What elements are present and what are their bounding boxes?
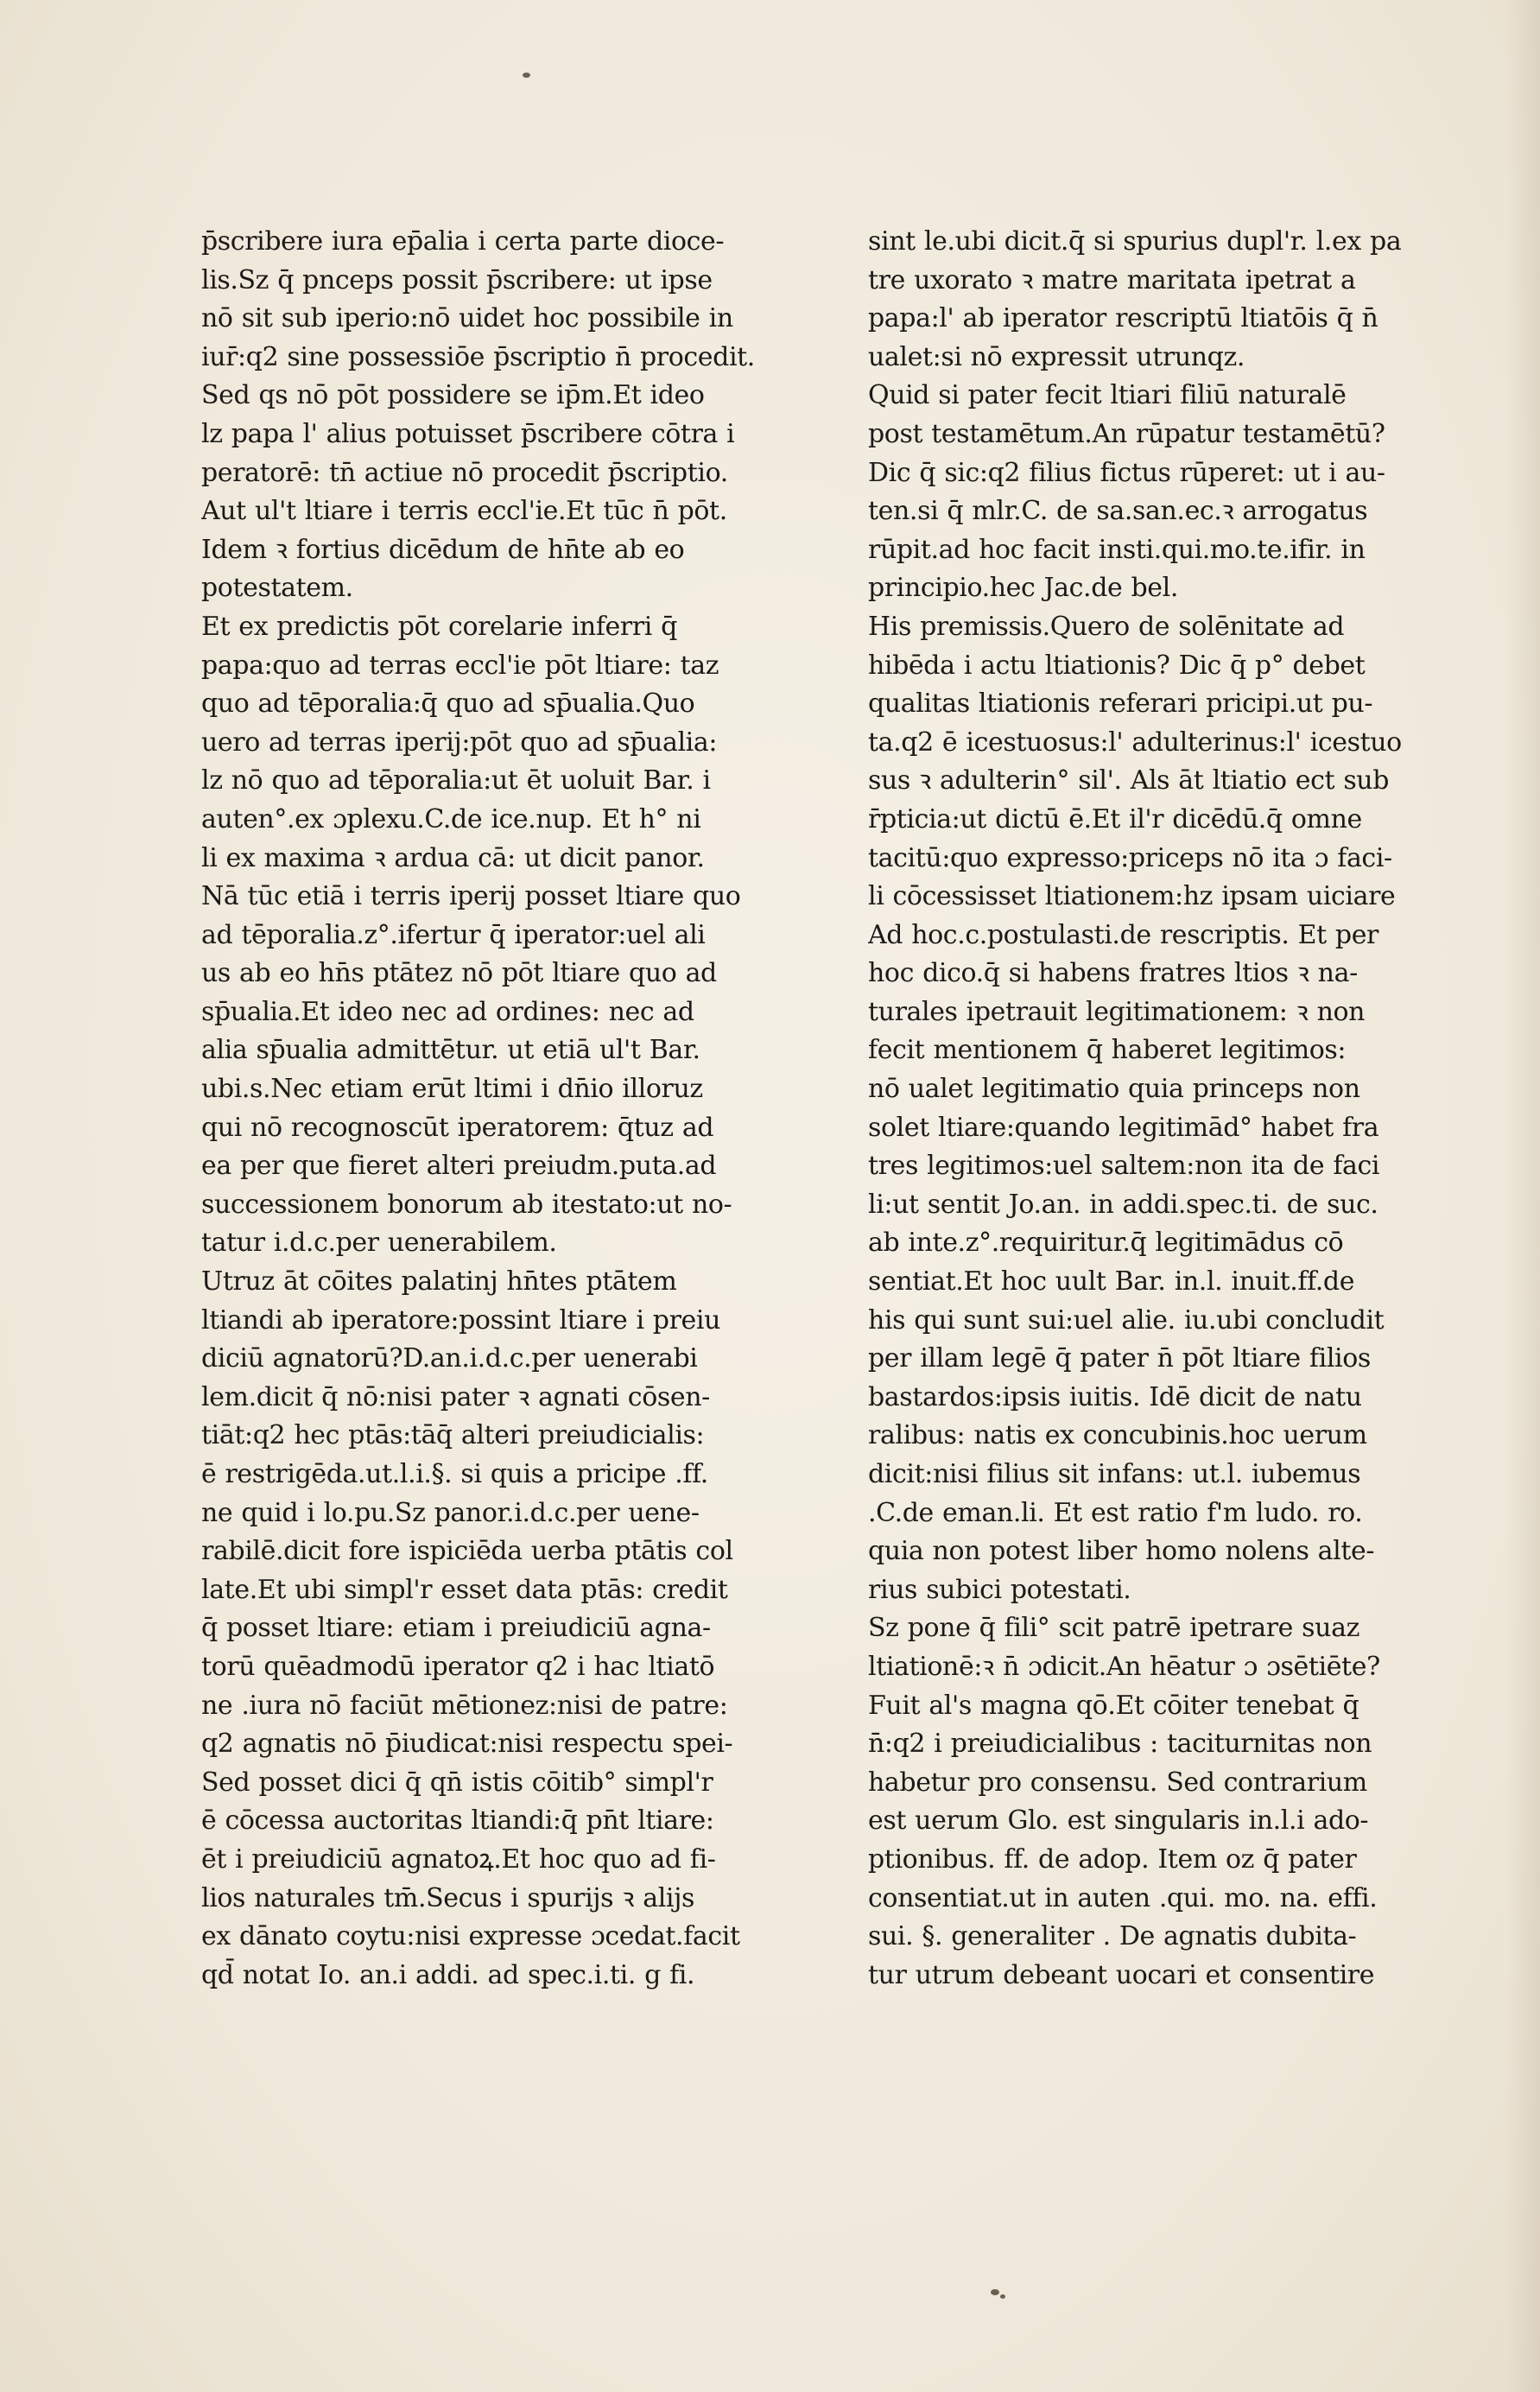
text-line: dicit:nisi filius sit infans: ut.l. iubemus [868, 1459, 1361, 1489]
text-line: lios naturales tm̄.Secus i spurijs ꝛ alijs [201, 1882, 695, 1913]
text-line: iur̄:q2 sine possessiōe p̄scriptio n̄ procedit. [201, 341, 755, 372]
text-line: peratorē: tn̄ actiue nō procedit p̄scriptio. [201, 457, 728, 488]
text-line: ad tēporalia.z°.ifertur q̄ iperator:uel ali [201, 919, 706, 950]
text-line: ptionibus. ff. de adop. Item oz q̄ pater [868, 1843, 1357, 1875]
text-line: us ab eo hn̄s ptātez nō pōt ltiare quo ad [201, 958, 717, 989]
text-line: rūpit.ad hoc facit insti.qui.mo.te.ifir. in [868, 534, 1366, 565]
text-line: Sed qs nō pōt possidere se ip̄m.Et ideo [201, 380, 705, 411]
text-line: q2 agnatis nō p̄iudicat:nisi respectu spei- [201, 1729, 733, 1760]
text-line: ltiandi ab iperatore:possint ltiare i preiu [201, 1304, 720, 1336]
ink-speck [523, 73, 530, 78]
text-line: ta.q2 ē icestuosus:l' adulterinus:l' icestuo [868, 726, 1402, 758]
text-line: principio.hec Jac.de bel. [868, 573, 1178, 604]
text-line: q̄ posset ltiare: etiam i preiudiciū agna- [201, 1613, 711, 1644]
text-line: ne quid i lo.pu.Sz panor.i.d.c.per uene- [201, 1497, 700, 1528]
ink-speck [991, 2289, 999, 2295]
text-line: sus ꝛ adulterin° sil'. Als āt ltiatio ect sub [868, 765, 1390, 796]
text-line: Fuit al's magna qō.Et cōiter tenebat q̄ [868, 1690, 1359, 1721]
text-line: ubi.s.Nec etiam erūt ltimi i dn̄io illoruz [201, 1074, 703, 1105]
text-line: ualet:si nō expressit utrunqz. [868, 341, 1245, 372]
text-line: ex dānato coytu:nisi expresse ɔcedat.facit [201, 1921, 740, 1952]
text-line: Utruz āt cōites palatinj hn̄tes ptātem [201, 1266, 677, 1298]
text-line: ea per que fieret alteri preiudm.puta.ad [201, 1151, 717, 1182]
text-line: ltiationē:ꝛ n̄ ɔdicit.An hēatur ɔ ɔsētiēte? [868, 1651, 1380, 1682]
text-line: torū quēadmodū iperator q2 i hac ltiatō [201, 1651, 715, 1682]
right-text-column [868, 223, 1490, 1995]
text-line: Aut ul't ltiare i terris eccl'ie.Et tūc n̄ pōt. [201, 496, 727, 527]
text-line: uero ad terras iperij:pōt quo ad sp̄ualia: [201, 726, 718, 758]
text-line: lz nō quo ad tēporalia:ut ēt uoluit Bar. i [201, 765, 711, 796]
text-line: potestatem. [201, 573, 353, 604]
text-line: nō ualet legitimatio quia princeps non [868, 1074, 1360, 1105]
text-line: tacitū:quo expresso:priceps nō ita ɔ faci- [868, 842, 1392, 873]
text-line: sint le.ubi dicit.q̄ si spurius dupl'r. l.ex pa [868, 226, 1402, 257]
text-line: Quid si pater fecit ltiari filiū naturalē [868, 380, 1347, 411]
text-line: qd̄ notat Io. an.i addi. ad spec.i.ti. g fi. [201, 1959, 695, 1990]
text-line: bastardos:ipsis iuitis. Idē dicit de natu [868, 1381, 1362, 1412]
text-line: sentiat.Et hoc uult Bar. in.l. inuit.ff.de [868, 1266, 1355, 1298]
text-line: tiāt:q2 hec ptās:tāq̄ alteri preiudicialis: [201, 1420, 705, 1451]
text-line: quo ad tēporalia:q̄ quo ad sp̄ualia.Quo [201, 688, 695, 720]
text-line: ten.si q̄ mlr.C. de sa.san.ec.ꝛ arrogatus [868, 496, 1368, 527]
text-line: ralibus: natis ex concubinis.hoc uerum [868, 1420, 1367, 1451]
text-line: Ad hoc.c.postulasti.de rescriptis. Et per [868, 919, 1378, 950]
text-line: diciū agnatorū?D.an.i.d.c.per uenerabi [201, 1343, 698, 1374]
text-line: Idem ꝛ fortius dicēdum de hn̄te ab eo [201, 534, 685, 565]
text-line: post testamētum.An rūpatur testamētū? [868, 418, 1385, 449]
text-line: est uerum Glo. est singularis in.l.i ado- [868, 1805, 1369, 1837]
ink-speck [1000, 2294, 1005, 2299]
text-line: alia sp̄ualia admittētur. ut etiā ul't Bar. [201, 1035, 700, 1066]
text-line: tres legitimos:uel saltem:non ita de faci [868, 1151, 1380, 1182]
text-line: auten°.ex ɔplexu.C.de ice.nup. Et h° ni [201, 803, 701, 834]
text-line: Sed posset dici q̄ qn̄ istis cōitib° simpl'r [201, 1767, 713, 1798]
text-line: per illam legē q̄ pater n̄ pōt ltiare filios [868, 1343, 1371, 1374]
text-line: lis.Sz q̄ pnceps possit p̄scribere: ut ipse [201, 264, 713, 295]
text-line: late.Et ubi simpl'r esset data ptās: credit [201, 1574, 728, 1605]
text-line: successionem bonorum ab itestato:ut no- [201, 1189, 732, 1220]
text-line: his qui sunt sui:uel alie. iu.ubi concludit [868, 1304, 1385, 1336]
text-line: Et ex predictis pōt corelarie inferri q̄ [201, 611, 677, 642]
text-line: Dic q̄ sic:q2 filius fictus rūperet: ut i au- [868, 457, 1385, 488]
text-line: ē cōcessa auctoritas ltiandi:q̄ pn̄t ltiare: [201, 1805, 714, 1837]
text-line: quia non potest liber homo nolens alte- [868, 1536, 1375, 1567]
page-edge-shadow [1505, 0, 1540, 2392]
text-line: habetur pro consensu. Sed contrarium [868, 1767, 1367, 1798]
text-line: r̄pticia:ut dictū ē.Et il'r dicēdū.q̄ omne [868, 803, 1362, 834]
text-line: lem.dicit q̄ nō:nisi pater ꝛ agnati cōsen- [201, 1381, 710, 1412]
text-line: ēt i preiudiciū agnatoꝝ.Et hoc quo ad fi- [201, 1843, 716, 1875]
text-line: rabilē.dicit fore ispiciēda uerba ptātis col [201, 1536, 733, 1567]
text-line: solet ltiare:quando legitimād° habet fra [868, 1112, 1379, 1143]
text-line: .C.de eman.li. Et est ratio f'm ludo. ro. [868, 1497, 1363, 1528]
text-line: hoc dico.q̄ si habens fratres ltios ꝛ na- [868, 958, 1358, 989]
text-line: nō sit sub iperio:nō uidet hoc possibile in [201, 303, 733, 334]
text-line: p̄scribere iura ep̄alia i certa parte dioce- [201, 226, 725, 257]
text-line: qualitas ltiationis referari pricipi.ut pu- [868, 688, 1373, 720]
text-line: qui nō recognoscūt iperatorem: q̄tuz ad [201, 1112, 714, 1143]
text-line: His premissis.Quero de solēnitate ad [868, 611, 1345, 642]
text-line: lz papa l' alius potuisset p̄scribere cōtra i [201, 418, 735, 449]
text-line: consentiat.ut in auten .qui. mo. na. effi. [868, 1882, 1378, 1913]
left-text-column [201, 223, 836, 1995]
text-line: hibēda i actu ltiationis? Dic q̄ p° debet [868, 650, 1366, 681]
text-line: tre uxorato ꝛ matre maritata ipetrat a [868, 264, 1356, 295]
text-line: rius subici potestati. [868, 1574, 1131, 1605]
text-line: ē restrigēda.ut.l.i.§. si quis a pricipe .ff. [201, 1459, 708, 1489]
text-line: Sz pone q̄ fili° scit patrē ipetrare suaz [868, 1613, 1359, 1644]
text-line: li cōcessisset ltiationem:hz ipsam uiciare [868, 881, 1396, 912]
text-line: papa:quo ad terras eccl'ie pōt ltiare: taz [201, 650, 719, 681]
text-line: ab inte.z°.requiritur.q̄ legitimādus cō [868, 1228, 1344, 1259]
text-line: Nā tūc etiā i terris iperij posset ltiare quo [201, 881, 741, 912]
text-line: fecit mentionem q̄ haberet legitimos: [868, 1035, 1347, 1066]
text-line: tatur i.d.c.per uenerabilem. [201, 1228, 557, 1259]
text-line: sui. §. generaliter . De agnatis dubita- [868, 1921, 1357, 1952]
text-line: papa:l' ab iperator rescriptū ltiatōis q̄ n̄ [868, 303, 1378, 334]
text-line: n̄:q2 i preiudicialibus : taciturnitas non [868, 1729, 1372, 1760]
text-line: li ex maxima ꝛ ardua cā: ut dicit panor. [201, 842, 705, 873]
text-line: turales ipetrauit legitimationem: ꝛ non [868, 996, 1366, 1027]
text-line: tur utrum debeant uocari et consentire [868, 1959, 1375, 1990]
text-line: sp̄ualia.Et ideo nec ad ordines: nec ad [201, 996, 694, 1027]
text-line: ne .iura nō faciūt mētionez:nisi de patre: [201, 1690, 728, 1721]
text-line: li:ut sentit Jo.an. in addi.spec.ti. de suc. [868, 1189, 1378, 1220]
